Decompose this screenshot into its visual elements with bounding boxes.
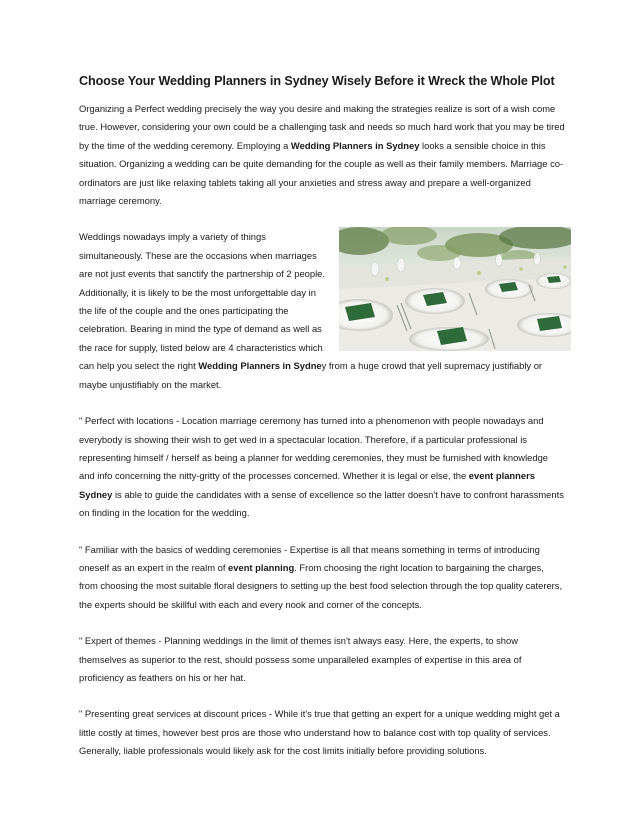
paragraph-weddings	[79, 228, 565, 394]
keyword-event-planning: event planning	[228, 561, 295, 573]
paragraph-intro	[79, 100, 565, 210]
paragraph-themes: " Expert of themes - Planning weddings in the limit of themes isn't always easy. Here, the experts, to show themselves as superior to the rest, should possess some unparalleled examples of expertise in this area of proficiency as feathers on his or her hat.	[79, 635, 522, 683]
document-title: Choose Your Wedding Planners in Sydney Wisely Before it Wreck the Whole Plot	[79, 74, 555, 88]
basics-text-a: " Familiar with the basics of wedding ceremonies - Expertise is all that means something in terms of introducing oneself as an expert in the realm of	[79, 543, 540, 573]
weddings-text-a: Weddings nowadays imply a variety of things simultaneously. These are the occasions when marriages are not just events that sanctify the partnership of 2 people. Additionally, it is likely to be the most unforgettable day in the life of the couple and the ones participating the celebration. Bearing in mind the type of demand as well as the race for supply, listed below are 4 characteristics which can help you select the right	[79, 231, 325, 372]
paragraph-locations	[79, 412, 565, 522]
paragraph-discount: " Presenting great services at discount prices - While it's true that getting an expert for a unique wedding might get a little costly at times, however best pros are those who understand how to balance cost with top quality of services. Generally, liable professionals would likely ask for the cost limits initially before providing solutions.	[79, 708, 560, 757]
locations-text-a: " Perfect with locations - Location marriage ceremony has turned into a phenomenon with people nowadays and everybody is showing their wish to get wed in a spectacular location. Therefore, if a particular professional is representing himself / herself as being a planner for wedding ceremonies, they must be furnished with knowledge and info concerning the nitty-gritty of the processes concerned. Whether it is legal or else, the	[79, 415, 549, 482]
keyword-wedding-planners-sydney-2: Wedding Planners in Sydne	[198, 360, 322, 372]
weddings-text-c: y from a huge crowd that yell supremacy justifiably or maybe unjustifiably on the market.	[79, 360, 543, 390]
basics-text-c: . From choosing the right location to bargaining the charges, from choosing the most suitable floral designers to setting up the best food selection through the top quality caterers, the experts should be skillful with each and every nook and corner of the concepts.	[79, 561, 563, 610]
intro-text-a: Organizing a Perfect wedding precisely the way you desire and making the strategies realize is sort of a wish come true. However, considering your own could be a challenging task and needs so much hard work that you may be tired by the time of the wedding ceremony. Employing a	[79, 103, 565, 151]
keyword-event-planners-sydney: event planners Sydney	[79, 470, 535, 500]
wedding-table-photo	[339, 227, 571, 351]
locations-text-c: is able to guide the candidates with a sense of excellence so the latter doesn't have to confront harassments on finding in the location for the wedding.	[79, 488, 564, 519]
document-page	[79, 74, 565, 779]
keyword-wedding-planners-sydney: Wedding Planners in Sydney	[290, 139, 420, 151]
paragraph-basics	[79, 541, 565, 615]
wedding-table-illustration	[339, 227, 571, 351]
intro-text-c: looks a sensible choice in this situation. Organizing a wedding can be quite demanding for the couple as well as their family members. Marriage co-ordinators are just like relaxing tablets taking all your anxieties and stress away and prepare a well-organized marriage ceremony.	[79, 139, 564, 207]
